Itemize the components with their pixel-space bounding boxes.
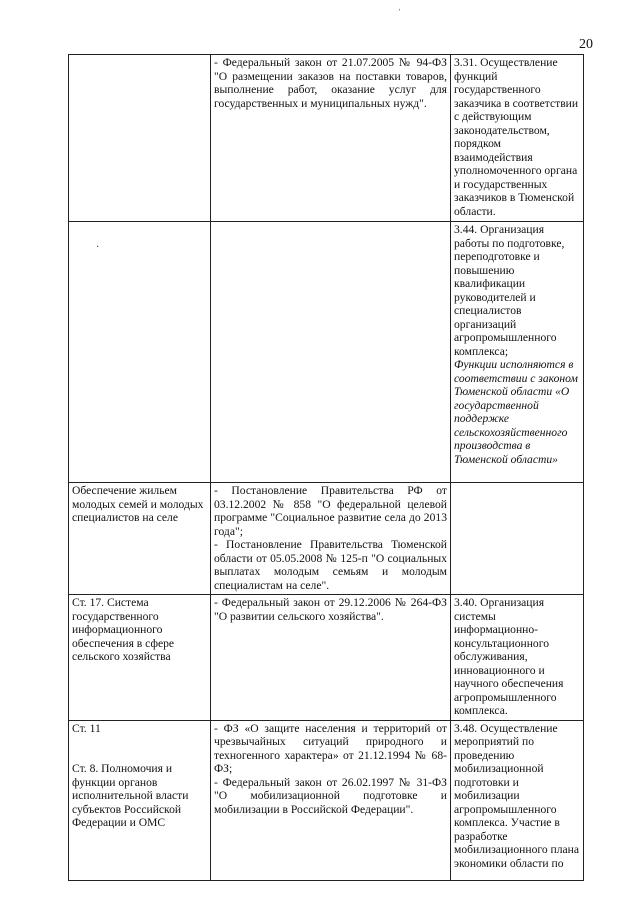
function-text: 3.40. Организация системы информационно-консультационного обслуживания, инновационного и научного обеспечения агропромышленного комплекса. [454,596,564,717]
table-row [69,720,584,880]
legal-act: - ФЗ «О защите населения и территорий от чрезвычайных ситуаций природного и техногенного характера» от 21.12.1994 № 68-ФЗ; [214,721,447,775]
spacer [72,735,207,762]
function-text: 3.48. Осуществление мероприятий по проведению мобилизационной подготовки и мобилизации агропромышленного комплекса. Участие в разработке мобилизационного плана экономики области по [454,721,580,870]
cell-subject [69,222,211,483]
legal-act: - Постановление Правительства РФ от 03.12.2002 № 858 "О федеральной целевой программе "Социальное развитие села до 2013 года"; [214,484,447,538]
cell-subject [69,595,211,721]
scan-speck: · [96,242,100,253]
page-number: 20 [579,37,593,52]
cell-subject [69,483,211,595]
cell-function [451,595,584,721]
table-row [69,222,584,483]
scan-speck: ˈ [398,8,402,19]
table-row [69,55,584,222]
cell-legal-basis [211,55,451,222]
subject-text: Ст. 11 [72,721,101,735]
function-text: 3.44. Организация работы по подготовке, переподготовке и повышению квалификации руководителей и специалистов организаций агропромышленного комплекса; [454,223,565,358]
legal-act: - Федеральный закон от 29.12.2006 № 264-ФЗ "О развитии сельского хозяйства". [214,596,447,623]
legal-act: - Федеральный закон от 21.07.2005 № 94-ФЗ "О размещении заказов на поставки товаров, выполнение работ, оказание услуг для государственных и муниципальных нужд". [214,56,447,110]
legal-act: - Федеральный закон от 26.02.1997 № 31-ФЗ "О мобилизационной подготовке и мобилизации в Российской Федерации". [214,775,447,816]
table-row [69,595,584,721]
cell-function [451,222,584,483]
cell-function [451,483,584,595]
cell-function [451,55,584,222]
cell-function [451,720,584,880]
cell-subject [69,55,211,222]
table-row [69,483,584,595]
function-text: 3.31. Осуществление функций государственного заказчика в соответствии с действующим законодательством, порядком взаимодействия уполномоченного органа и государственных заказчиков в Тюменской области. [454,56,579,218]
subject-text: Обеспечение жильем молодых семей и молодых специалистов на селе [72,484,204,524]
subject-text: Ст. 17. Система государственного информационного обеспечения в сфере сельского хозяйства [72,596,175,663]
cell-legal-basis [211,595,451,721]
regulation-table [68,54,584,881]
cell-legal-basis [211,720,451,880]
cell-subject [69,720,211,880]
subject-text: Ст. 8. Полномочия и функции органов исполнительной власти субъектов Российской Федерации и ОМС [72,762,189,829]
function-note: Функции исполняются в соответствии с законом Тюменской области «О государственной поддержке сельскохозяйственного производства в Тюменской области» [454,358,578,466]
legal-act: - Постановление Правительства Тюменской области от 05.05.2008 № 125-п "О социальных выплатах молодым семьям и молодым специалистам на селе". [214,538,447,592]
cell-legal-basis [211,222,451,483]
cell-legal-basis [211,483,451,595]
